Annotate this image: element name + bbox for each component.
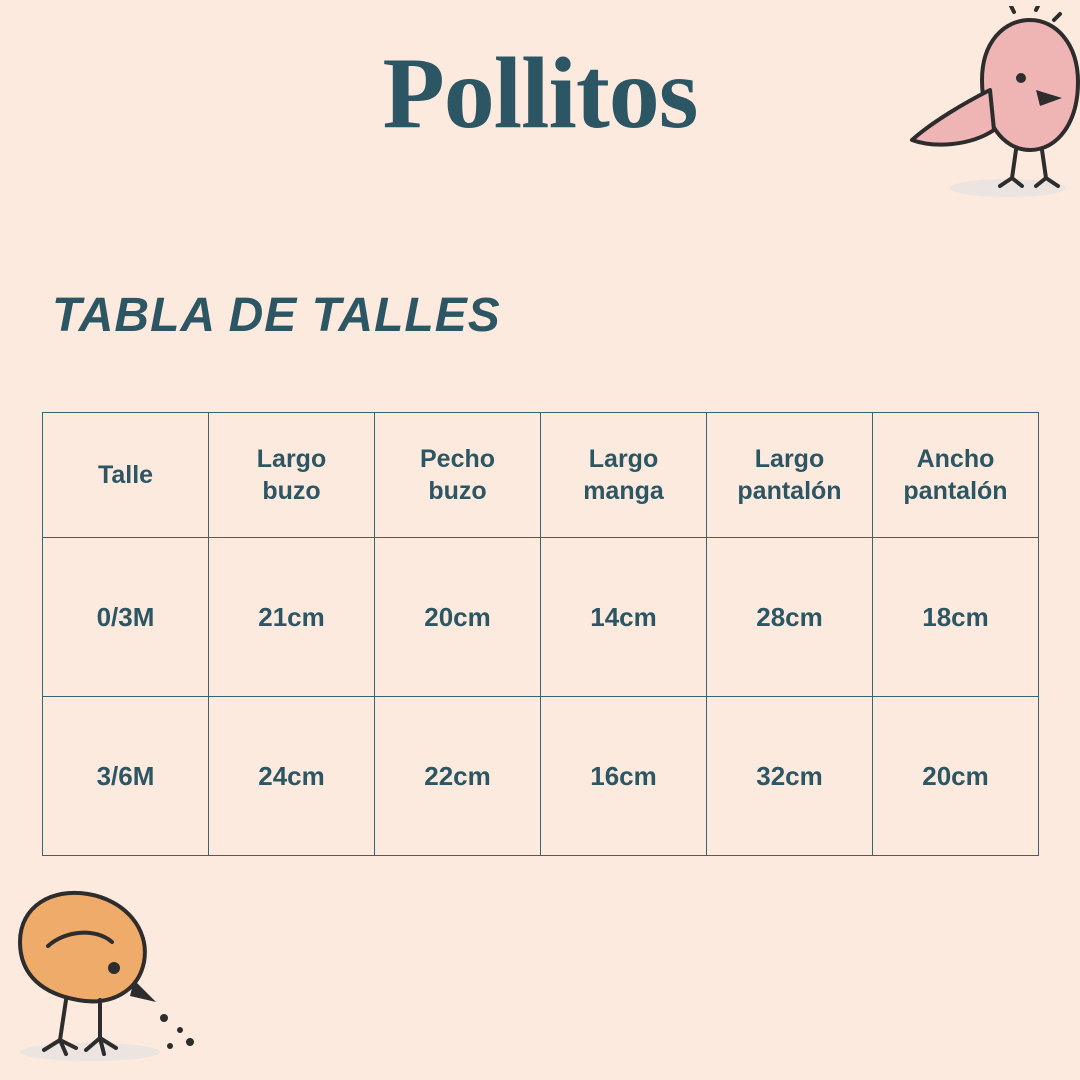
- column-header-largo-manga-line2: manga: [583, 477, 664, 505]
- column-header-largo-pantalon-line2: pantalón: [737, 477, 842, 505]
- chick-icon: [890, 6, 1080, 206]
- cell-largo-manga: 16cm: [541, 697, 707, 856]
- page-title: Pollitos: [382, 37, 698, 150]
- cell-talle: 0/3M: [43, 538, 209, 697]
- column-header-largo-buzo-line1: Largo: [256, 445, 327, 473]
- column-header-largo-manga-line1: Largo: [588, 445, 659, 473]
- size-table: [42, 412, 1039, 856]
- column-header-pecho-buzo-line2: buzo: [428, 477, 487, 505]
- column-header-largo-buzo-line2: buzo: [262, 477, 321, 505]
- column-header-talle-line1: Talle: [97, 461, 154, 489]
- column-header-talle: [43, 413, 209, 538]
- cell-largo-buzo: 24cm: [209, 697, 375, 856]
- column-header-pecho-buzo: [375, 413, 541, 538]
- column-header-ancho-pantalon-line1: Ancho: [916, 445, 995, 473]
- cell-largo-pantalon: 28cm: [707, 538, 873, 697]
- cell-pecho-buzo: 22cm: [375, 697, 541, 856]
- column-header-largo-pantalon: [707, 413, 873, 538]
- table-header-row: [43, 413, 1039, 538]
- table-row: [43, 538, 1039, 697]
- cell-pecho-buzo: 20cm: [375, 538, 541, 697]
- cell-ancho-pantalon: 18cm: [873, 538, 1039, 697]
- column-header-pecho-buzo-line1: Pecho: [419, 445, 496, 473]
- column-header-largo-manga: [541, 413, 707, 538]
- cell-largo-manga: 14cm: [541, 538, 707, 697]
- table-row: [43, 697, 1039, 856]
- column-header-largo-buzo: [209, 413, 375, 538]
- column-header-ancho-pantalon-line2: pantalón: [903, 477, 1008, 505]
- cell-ancho-pantalon: 20cm: [873, 697, 1039, 856]
- column-header-ancho-pantalon: [873, 413, 1039, 538]
- chick-pecking-icon: [4, 880, 219, 1070]
- cell-talle: 3/6M: [43, 697, 209, 856]
- cell-largo-pantalon: 32cm: [707, 697, 873, 856]
- column-header-largo-pantalon-line1: Largo: [754, 445, 825, 473]
- cell-largo-buzo: 21cm: [209, 538, 375, 697]
- section-title: TABLA DE TALLES: [52, 289, 501, 342]
